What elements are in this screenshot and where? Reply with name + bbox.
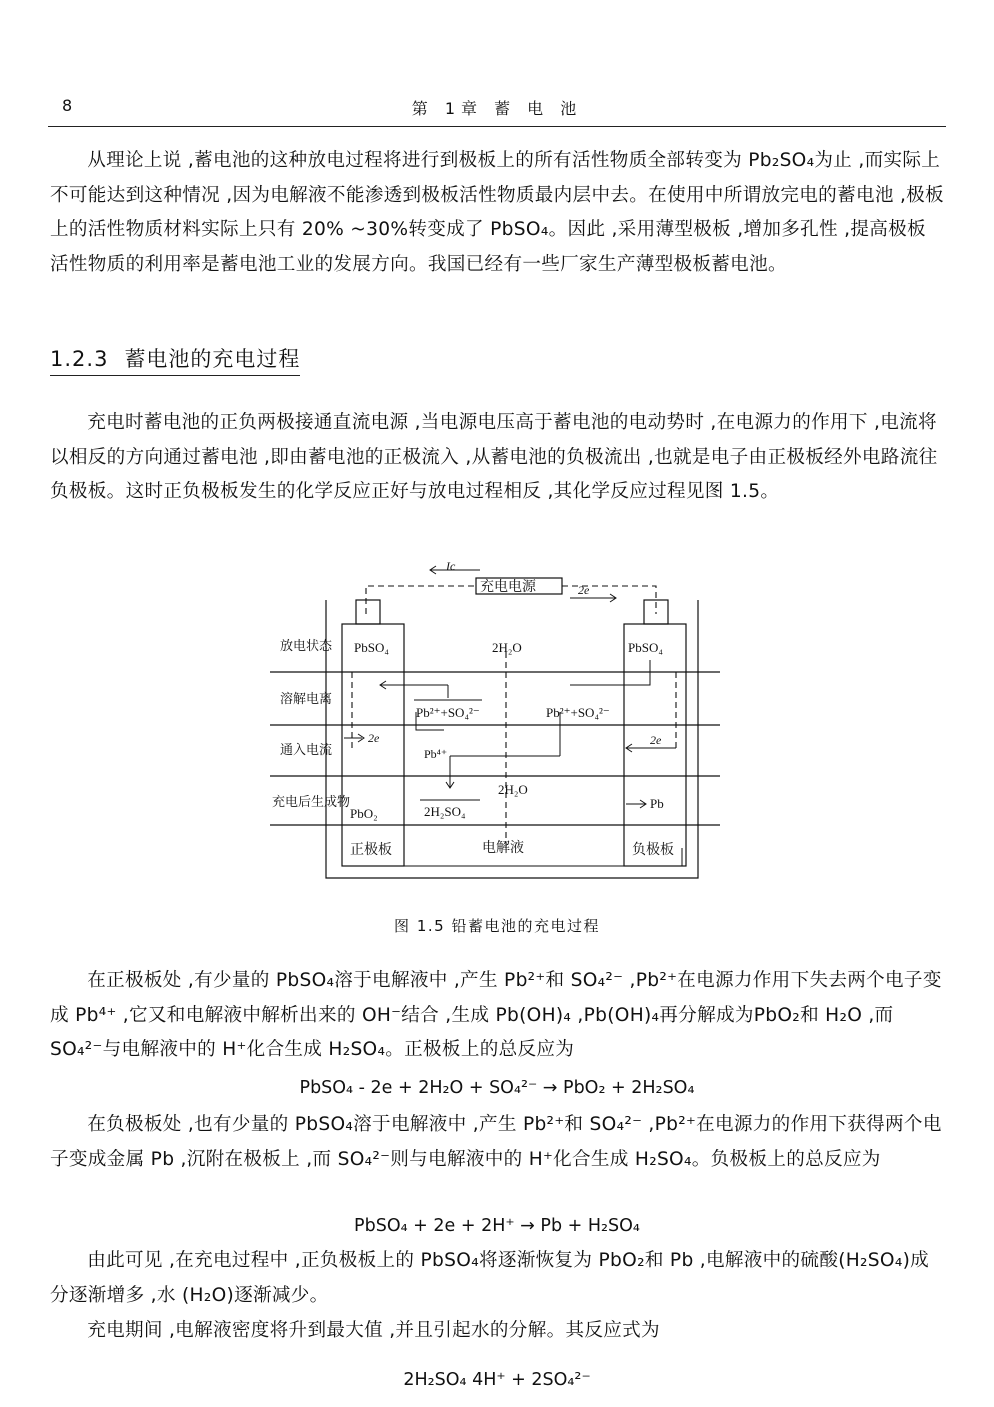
water2-label: 2H₂O bbox=[498, 782, 528, 797]
pb-label: Pb bbox=[650, 796, 664, 811]
row-label-products: 充电后生成物 bbox=[272, 794, 351, 809]
row-label-dissolve: 溶解电离 bbox=[280, 691, 333, 706]
paragraph-summary: 由此可见 ,在充电过程中 ,正负极板上的 PbSO₄将逐渐恢复为 PbO₂和 Pb ,电解液中的硫酸(H₂SO₄)成分逐渐增多 ,水 (H₂O)逐渐减少。 bbox=[50, 1250, 930, 1306]
row-label-discharged: 放电状态 bbox=[280, 638, 333, 653]
chapter-title: 第 1章 蓄 电 池 bbox=[411, 99, 583, 118]
right-pbso4: PbSO₄ bbox=[628, 640, 663, 655]
right-ions: Pb²⁺+SO₄²⁻ bbox=[546, 705, 610, 720]
paragraph-positive-plate: 在正极板处 ,有少量的 PbSO₄溶于电解液中 ,产生 Pb²⁺和 SO₄²⁻ ,Pb²⁺在电源力作用下失去两个电子变成 Pb⁴⁺ ,它又和电解液中解析出来的 OH⁻结合 ,生成 Pb(OH)₄ ,Pb(OH)₄再分解成为PbO₂和 H₂O ,而 SO₄²⁻与电解液中的 H⁺化合生成 H₂SO₄。正极板上的总反应为 bbox=[50, 970, 942, 1060]
negative-plate-label: 负极板 bbox=[632, 843, 674, 858]
current-label: Ic bbox=[446, 560, 456, 573]
equation-positive: PbSO₄ - 2e + 2H₂O + SO₄²⁻ → PbO₂ + 2H₂SO₄ bbox=[299, 1078, 695, 1098]
page-header bbox=[48, 92, 946, 127]
right-electron-label: 2e bbox=[650, 733, 662, 747]
row-label-current: 通入电流 bbox=[280, 742, 333, 757]
section-heading bbox=[50, 343, 300, 376]
paragraph-water-decomposition: 充电期间 ,电解液密度将升到最大值 ,并且引起水的分解。其反应式为 bbox=[87, 1320, 660, 1341]
section-title: 蓄电池的充电过程 bbox=[124, 347, 301, 371]
paragraph-discharge-limit: 从理论上说 ,蓄电池的这种放电过程将进行到极板上的所有活性物质全部转变为 Pb₂SO₄为止 ,而实际上不可能达到这种情况 ,因为电解液不能渗透到极板活性物质最内层中去。在使用中所谓放完电的蓄电池 ,极板上的活性物质材料实际上只有 20% ~30%转变成了 PbSO₄。因此 ,采用薄型极板 ,增加多孔性 ,提高极板活性物质的利用率是蓄电池工业的发展方向。我国已经有一些厂家生产薄型极板蓄电池。 bbox=[50, 150, 944, 275]
positive-plate-label: 正极板 bbox=[350, 843, 392, 858]
figure-caption: 图 1.5 铅蓄电池的充电过程 bbox=[394, 917, 600, 935]
left-ions: Pb²⁺+SO₄²⁻ bbox=[416, 705, 480, 720]
left-electron-label: 2e bbox=[368, 731, 380, 745]
pb4-ion: Pb⁴⁺ bbox=[424, 747, 448, 761]
paragraph-charging-intro: 充电时蓄电池的正负两极接通直流电源 ,当电源电压高于蓄电池的电动势时 ,在电源力的作用下 ,电流将以相反的方向通过蓄电池 ,即由蓄电池的正极流入 ,从蓄电池的负极流出 ,也就是电子由正极板经外电路流往负极板。这时正负极板发生的化学反应正好与放电过程相反 ,其化学反应过程见图 1.5。 bbox=[50, 412, 938, 502]
paragraph-negative-plate: 在负极板处 ,也有少量的 PbSO₄溶于电解液中 ,产生 Pb²⁺和 SO₄²⁻ ,Pb²⁺在电源力的作用下获得两个电子变成金属 Pb ,沉附在极板上 ,而 SO₄²⁻则与电解液中的 H⁺化合生成 H₂SO₄。负极板上的总反应为 bbox=[50, 1114, 942, 1170]
charging-process-figure bbox=[270, 560, 720, 890]
electrolyte-label: 电解液 bbox=[482, 841, 524, 856]
pbo2-label: PbO₂ bbox=[350, 806, 378, 821]
left-pbso4: PbSO₄ bbox=[354, 640, 389, 655]
equation-dissociation: 2H₂SO₄ 4H⁺ + 2SO₄²⁻ bbox=[403, 1370, 591, 1390]
charging-source-label: 充电电源 bbox=[480, 580, 536, 595]
section-number: 1.2.3 bbox=[50, 347, 109, 371]
equation-negative: PbSO₄ + 2e + 2H⁺ → Pb + H₂SO₄ bbox=[354, 1216, 640, 1236]
water-label: 2H₂O bbox=[492, 640, 522, 655]
page-number: 8 bbox=[62, 96, 73, 115]
electron-label: 2e bbox=[578, 583, 590, 597]
acid-label: 2H₂SO₄ bbox=[424, 804, 466, 819]
